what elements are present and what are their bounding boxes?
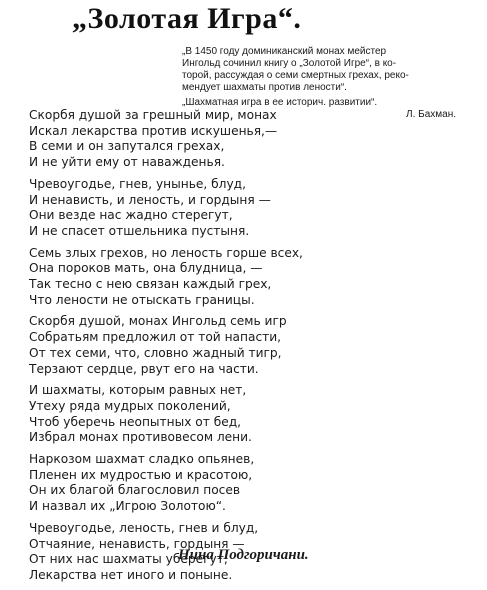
poem-line: Лекарства нет иного и поныне. [29,567,233,582]
poem-line: Скорбя душой за грешный мир, монах [29,108,277,122]
poem-line: Утеху ряда мудрых поколений, [29,398,231,413]
epigraph-author: Л. Бахман. [406,109,456,120]
poem-line: И не уйти ему от наважденья. [29,155,225,170]
stanza [29,314,469,377]
poem-line: Чревоугодье, гнев, унынье, блуд, [29,176,246,191]
poem-line: И ненависть, и леность, и гордыня — [29,192,271,207]
stanza [29,452,469,515]
stanza [29,108,469,171]
poem-line: Наркозом шахмат сладко опьянев, [29,452,255,467]
poem-line: И назвал их „Игрою Золотою“. [29,499,226,514]
poem-line: Скорбя душой, монах Ингольд семь игр [29,314,287,329]
epigraph-line: Ингольд сочинил книгу о „Золотой Игре“, в ко- [182,58,397,69]
poem-line: Избрал монах противовесом лени. [29,430,252,445]
poem-line: В семи и он запутался грехах, [29,139,225,154]
poem-line: И не спасет отшельника пустыня. [29,223,250,238]
page-title: „Золотая Игра“. [72,2,302,35]
poem-line: Семь злых грехов, но леность горше всех, [29,245,303,260]
poem-line: Пленен их мудростью и красотою, [29,467,253,482]
poem-line: Что лености не отыскать границы. [29,292,255,307]
author-signature: Нина Подгоричани. [178,547,309,563]
stanza [29,246,469,309]
epigraph-source: „Шахматная игра в ее историч. развитии“. [182,97,378,108]
poem-line: Так тесно с нею связан каждый грех, [29,277,272,292]
poem-line: Они везде нас жадно стерегут, [29,208,233,223]
poem-line: Он их благой благословил посев [29,483,241,498]
poem-line: Чревоугодье, леность, гнев и блуд, [29,520,259,535]
epigraph-line: мендует шахматы против лености“. [182,82,347,93]
epigraph-line: торой, рассуждая о семи смертных грехах, реко- [182,70,409,81]
poem-line: И шахматы, которым равных нет, [29,383,247,398]
stanza [29,383,469,446]
epigraph-line: „В 1450 году доминиканский монах мейстер [182,46,387,57]
poem-line: От тех семи, что, словно жадный тигр, [29,345,282,360]
poem-line: Отчаяние, ненависть, гордыня — [29,536,245,551]
poem-line: Собратьям предложил от той напасти, [29,330,282,345]
poem-line: От них нас шахматы уберегут, [29,552,228,567]
poem-line: Чтоб уберечь неопытных от бед, [29,414,242,429]
poem-line: Искал лекарства против искушенья,— [29,123,278,138]
stanza [29,177,469,240]
poem [29,108,469,590]
epigraph-quote [182,46,482,94]
poem-line: Она пороков мать, она блудница, — [29,261,263,276]
poem-line: Терзают сердце, рвут его на части. [29,361,259,376]
